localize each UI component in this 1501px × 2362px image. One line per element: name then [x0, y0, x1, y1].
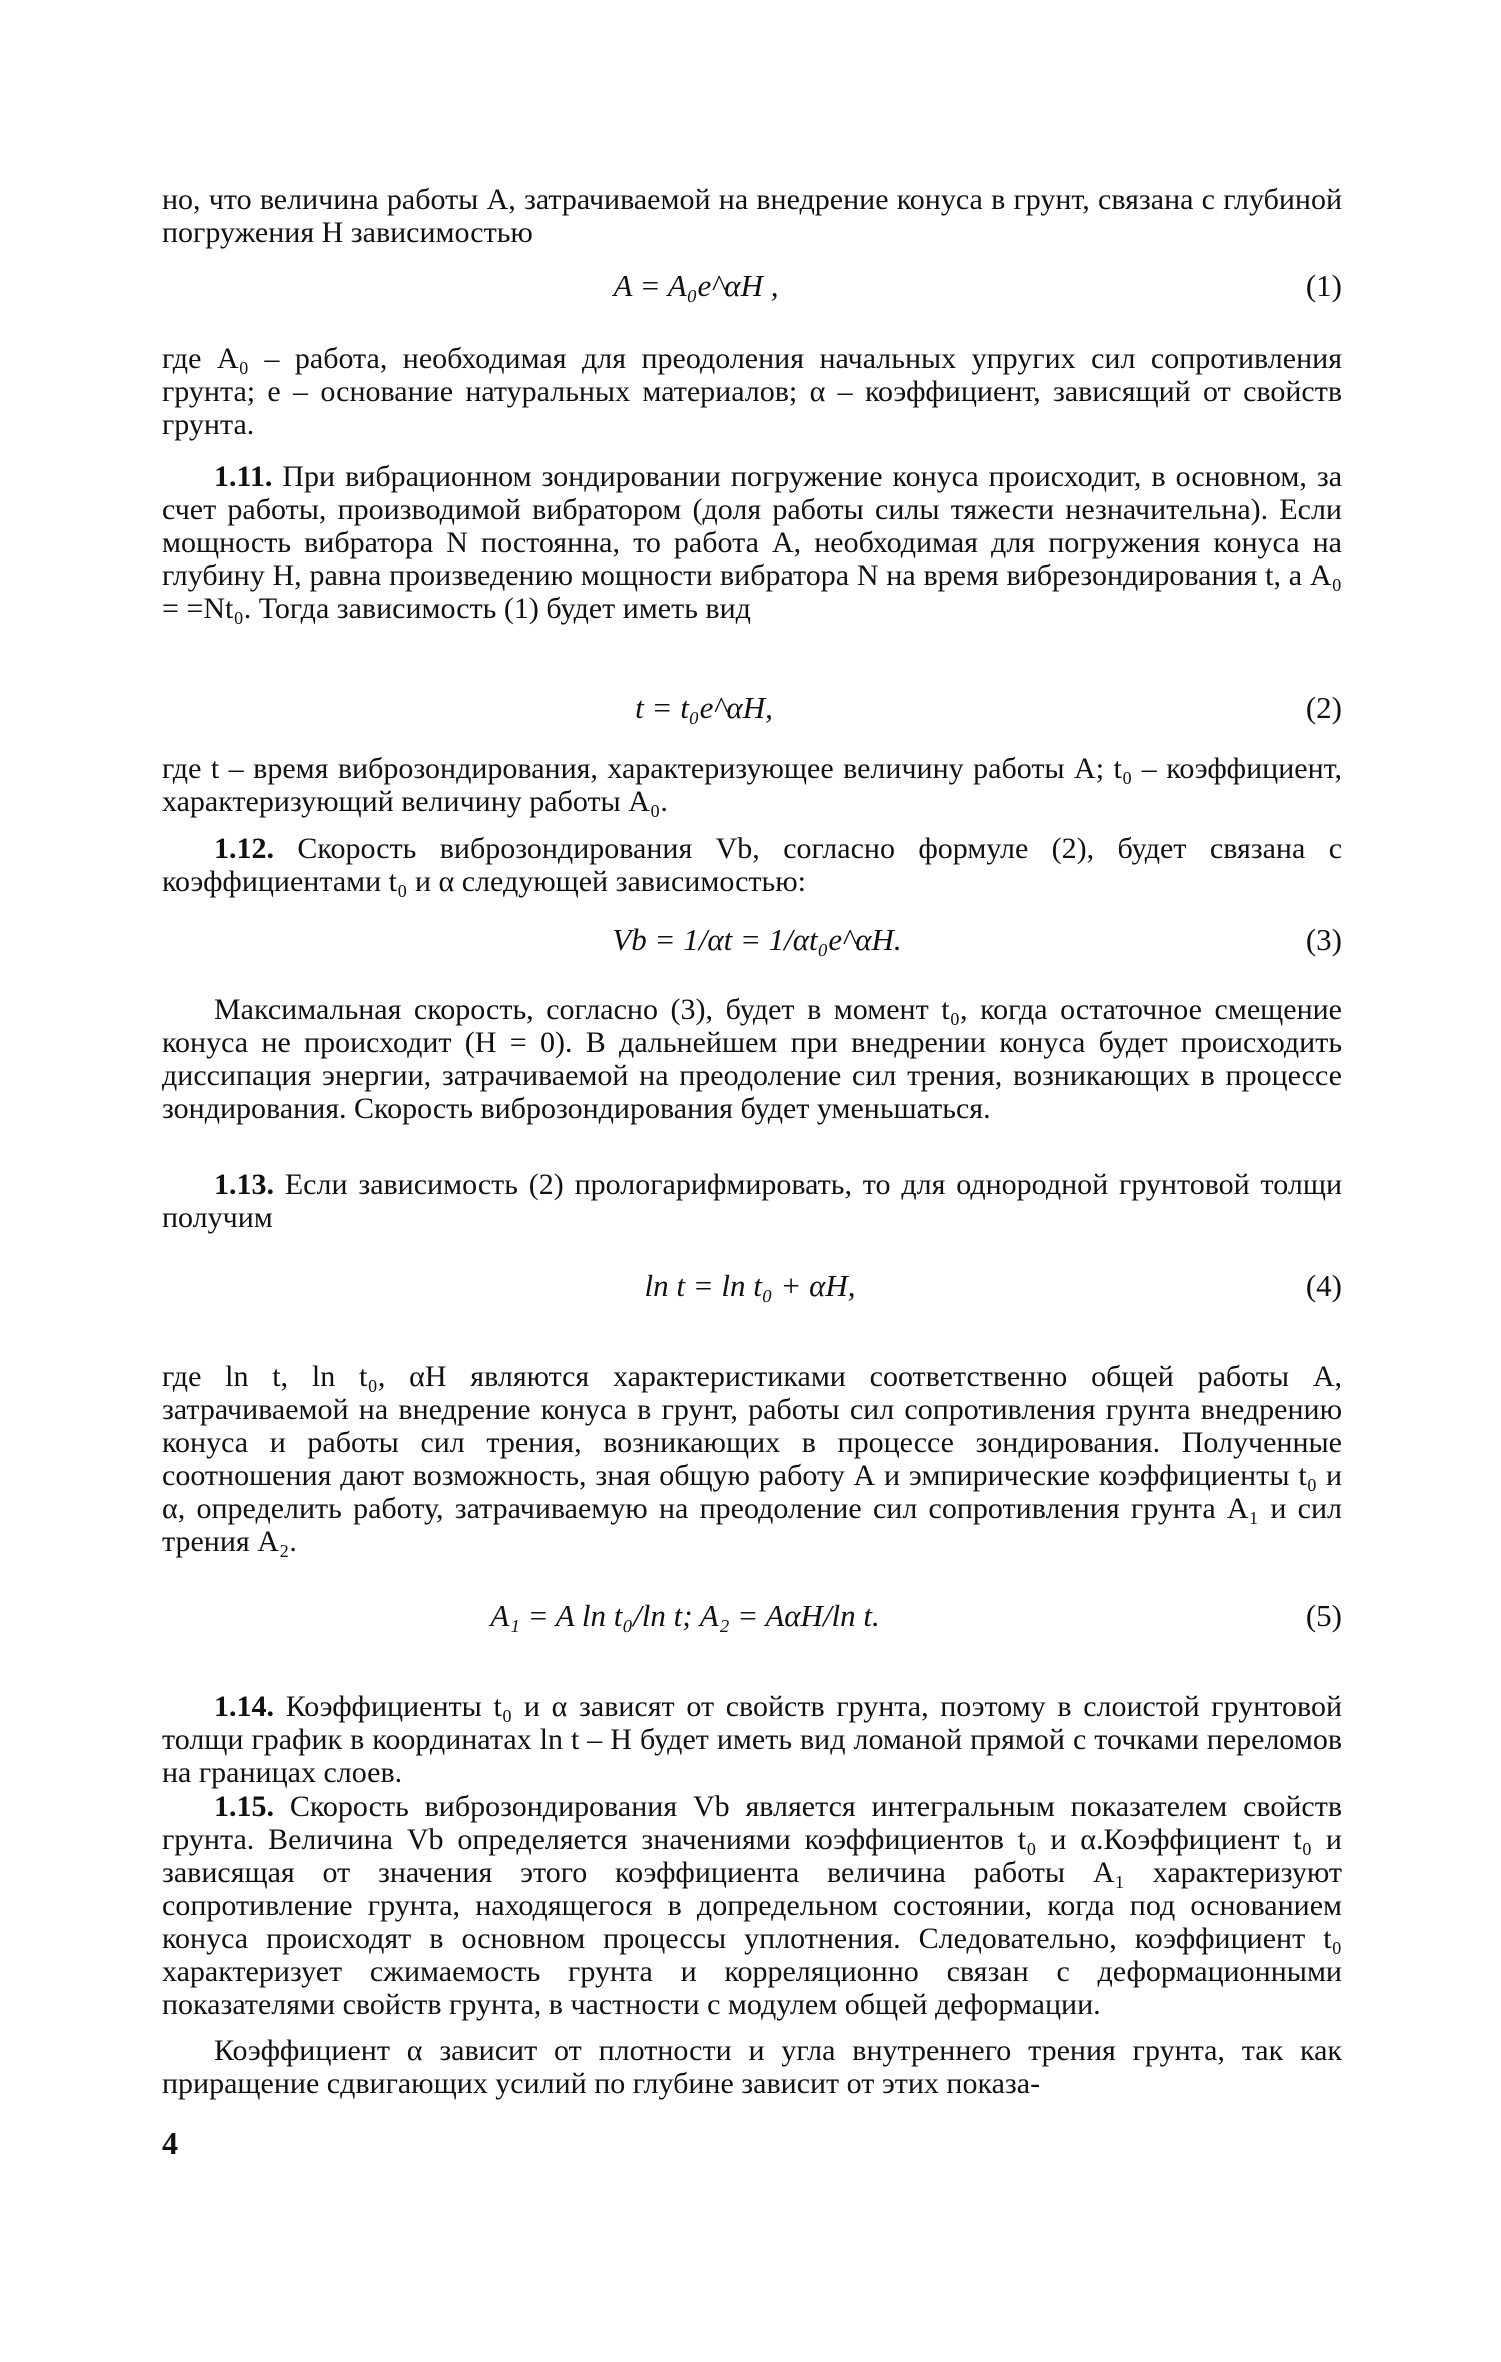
- equation-1-expression: A = A₀e^αH ,: [613, 268, 779, 303]
- section-1-15: [162, 1790, 1342, 2021]
- paragraph-intro: но, что величина работы А, затрачиваемой на внедрение конуса в грунт, связана с глубиной погружения H зависимостью: [162, 183, 1342, 249]
- text-block-section-1-11: [162, 460, 1342, 625]
- section-text: Коэффициенты t₀ и α зависят от свойств грунта, поэтому в слоистой грунтовой толщи график в координатах ln t – H будет иметь вид ломаной прямой с точками переломов на границах слоев.: [162, 1690, 1342, 1789]
- paragraph-definitions-2: где t – время виброзондирования, характеризующее величину работы А; t₀ – коэффициент, характеризующий величину работы A₀.: [162, 752, 1342, 818]
- section-1-14: [162, 1690, 1342, 1789]
- section-number: 1.12.: [214, 832, 274, 865]
- paragraph-max-speed: Максимальная скорость, согласно (3), будет в момент t₀, когда остаточное смещение конуса не происходит (H = 0). В дальнейшем при внедрении конуса будет происходить диссипация энергии, затрачиваемой на преодоление сил трения, возникающих в процессе зондирования. Скорость виброзондирования будет уменьшаться.: [162, 993, 1342, 1125]
- text-block-section-1-14: [162, 1690, 1342, 1789]
- text-block-intro: [162, 183, 1342, 249]
- text-block-section-1-12: [162, 832, 1342, 898]
- section-1-11: [162, 460, 1342, 625]
- equation-2-number: (2): [1305, 690, 1342, 725]
- text-block-section-1-15: [162, 1790, 1342, 2021]
- text-block-definitions-2: [162, 752, 1342, 818]
- equation-1: [162, 268, 1342, 318]
- paragraph-ln-characteristics: где ln t, ln t₀, αH являются характеристиками соответственно общей работы А, затрачиваемой на внедрение конуса в грунт, работы сил сопротивления грунта внедрению конуса и работы сил трения, возникающих в процессе зондирования. Полученные соотношения дают возможность, зная общую работу А и эмпирические коэффициенты t₀ и α, определить работу, затрачиваемую на преодоление сил сопротивления грунта A₁ и сил трения A₂.: [162, 1360, 1342, 1558]
- text-block-paragraph-4: [162, 1360, 1342, 1558]
- section-text: Если зависимость (2) прологарифмировать, то для однородной грунтовой толщи получим: [162, 1168, 1342, 1234]
- equation-2-expression: t = t₀e^αH,: [635, 690, 773, 725]
- equation-5: [162, 1598, 1342, 1648]
- equation-4-number: (4): [1305, 1268, 1342, 1303]
- section-number: 1.14.: [214, 1690, 274, 1723]
- equation-3-number: (3): [1305, 922, 1342, 957]
- text-block-section-1-13: [162, 1168, 1342, 1234]
- equation-1-number: (1): [1305, 268, 1342, 303]
- section-text: Скорость виброзондирования Vb, согласно формуле (2), будет связана с коэффициентами t₀ и α следующей зависимостью:: [162, 832, 1343, 898]
- paragraph-definitions-1: где A₀ – работа, необходимая для преодоления начальных упругих сил сопротивления грунта; е – основание натуральных материалов; α – коэффициент, зависящий от свойств грунта.: [162, 342, 1342, 441]
- section-number: 1.13.: [214, 1168, 274, 1201]
- section-number: 1.15.: [214, 1790, 274, 1823]
- text-block-paragraph-3: [162, 993, 1342, 1125]
- section-text: Скорость виброзондирования Vb является интегральным показателем свойств грунта. Величина Vb определяется значениями коэффициентов t₀ и α.Коэффициент t₀ и зависящая от значения этого коэффициента величина работы A₁ характеризуют сопротивление грунта, находящегося в допредельном состоянии, когда под основанием конуса происходят в основном процессы уплотнения. Следовательно, коэффициент t₀ характеризует сжимаемость грунта и корреляционно связан с деформационными показателями свойств грунта, в частности с модулем общей деформации.: [162, 1790, 1342, 2021]
- section-1-13: [162, 1168, 1342, 1234]
- text-block-paragraph-5: [162, 2034, 1342, 2100]
- section-1-12: [162, 832, 1342, 898]
- equation-5-expression: A₁ = A ln t₀/ln t; A₂ = AαH/ln t.: [490, 1598, 880, 1633]
- equation-3: [162, 922, 1342, 972]
- equation-4: [162, 1268, 1342, 1318]
- equation-2: [162, 690, 1342, 740]
- paragraph-alpha-coefficient: Коэффициент α зависит от плотности и угла внутреннего трения грунта, так как приращение сдвигающих усилий по глубине зависит от этих показа-: [162, 2034, 1342, 2100]
- section-text: При вибрационном зондировании погружение конуса происходит, в основном, за счет работы, производимой вибратором (доля работы силы тяжести незначительна). Если мощность вибратора N постоянна, то работа А, необходимая для погружения конуса на глубину H, равна произведению мощности вибратора N на время вибрeзондирования t, а A₀ = =Nt₀. Тогда зависимость (1) будет иметь вид: [162, 460, 1343, 625]
- equation-5-number: (5): [1305, 1598, 1342, 1633]
- page-number: 4: [162, 2125, 178, 2161]
- text-block-definitions-1: [162, 342, 1342, 441]
- equation-3-expression: Vb = 1/αt = 1/αt₀e^αH.: [612, 922, 902, 957]
- equation-4-expression: ln t = ln t₀ + αH,: [644, 1268, 856, 1303]
- section-number: 1.11.: [214, 460, 273, 493]
